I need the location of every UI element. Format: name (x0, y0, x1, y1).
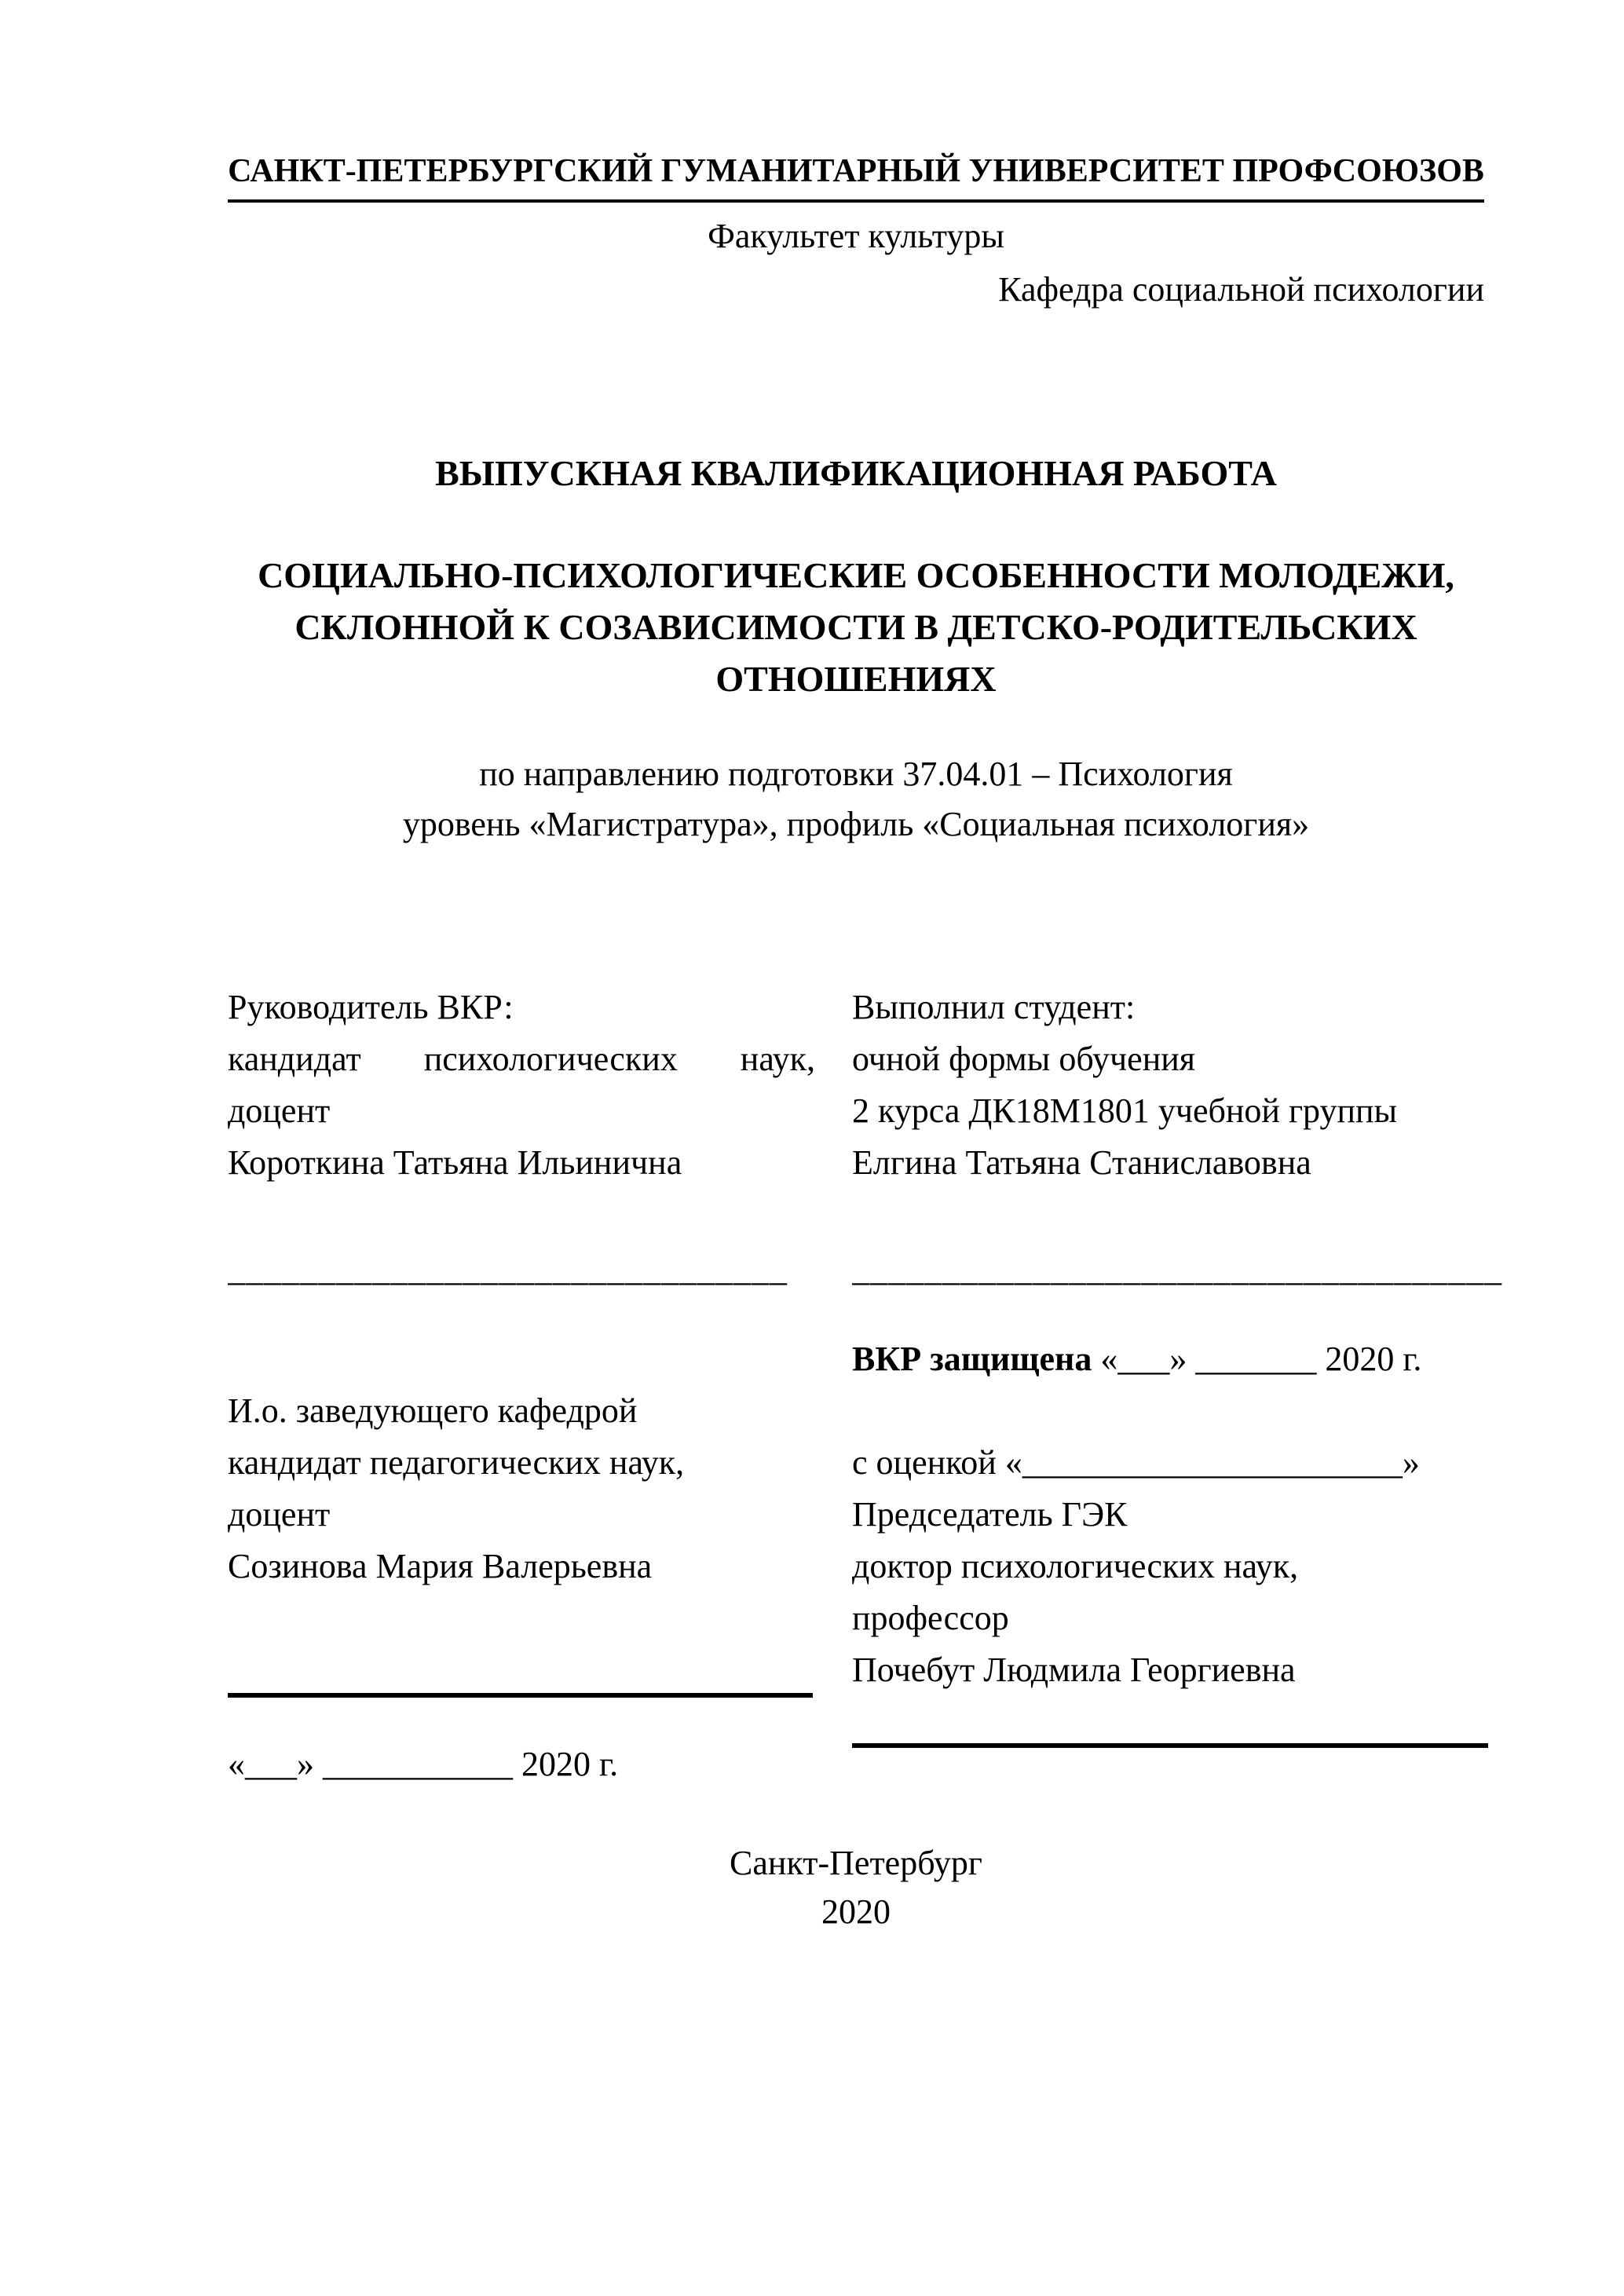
footer-city: Санкт-Петербург (730, 1844, 982, 1882)
defense-status-blank: «___» _______ 2020 г. (1092, 1340, 1422, 1378)
supervisor-signature-line: _______________________________ (228, 1250, 788, 1289)
defense-column (852, 1333, 1488, 1790)
supervisor-role-label: Руководитель ВКР: (228, 988, 514, 1026)
chair-position: профессор (852, 1599, 1009, 1637)
program-direction: по направлению подготовки 37.04.01 – Психология (479, 755, 1233, 793)
department-head-signature-line (228, 1693, 813, 1698)
supervisor-block (228, 982, 815, 1189)
department-head-position: доцент (228, 1495, 331, 1534)
thesis-title (228, 550, 1484, 705)
department-head-degree: кандидат педагогических наук, (228, 1443, 685, 1482)
signature-row (228, 1244, 1502, 1296)
thesis-title-line-2: СКЛОННОЙ К СОЗАВИСИМОСТИ В ДЕТСКО-РОДИТЕЛЬСКИХ (294, 607, 1417, 647)
work-type-heading: ВЫПУСКНАЯ КВАЛИФИКАЦИОННАЯ РАБОТА (435, 453, 1277, 493)
defense-status-line (852, 1333, 1488, 1385)
defense-status-label: ВКР защищена (852, 1340, 1092, 1378)
student-study-form: очной формы обучения (852, 1040, 1196, 1078)
chair-degree: доктор психологических наук, (852, 1547, 1299, 1585)
student-name: Елгина Татьяна Станиславовна (852, 1143, 1311, 1182)
student-group: 2 курса ДК18М1801 учебной группы (852, 1091, 1398, 1130)
footer-year: 2020 (821, 1892, 891, 1931)
department-head-role: И.о. заведующего кафедрой (228, 1391, 638, 1430)
defense-grade-line: с оценкой «______________________» (852, 1443, 1420, 1482)
student-signature-line: ____________________________________ (852, 1250, 1502, 1289)
supervisor-degree: кандидат психологических наук, (228, 1040, 815, 1078)
footer-block (228, 1839, 1484, 1936)
column-gap (815, 1333, 852, 1790)
chair-title: Председатель ГЭК (852, 1495, 1128, 1534)
chair-name: Почебут Людмила Георгиевна (852, 1651, 1296, 1689)
department-head-name: Созинова Мария Валерьевна (228, 1547, 653, 1585)
university-name: САНКТ-ПЕТЕРБУРГСКИЙ ГУМАНИТАРНЫЙ УНИВЕРСИТЕТ ПРОФСОЮЗОВ (228, 151, 1484, 203)
program-level: уровень «Магистратура», профиль «Социальная психология» (402, 805, 1310, 843)
supervisor-name: Короткина Татьяна Ильинична (228, 1143, 682, 1182)
student-block (852, 982, 1484, 1189)
people-row (228, 982, 1484, 1189)
department-head-block (228, 1385, 815, 1592)
program-info (228, 749, 1484, 850)
supervisor-position: доцент (228, 1091, 331, 1130)
chair-signature-line (852, 1743, 1488, 1748)
defense-row (228, 1333, 1484, 1790)
thesis-title-line-3: ОТНОШЕНИЯХ (715, 659, 997, 699)
thesis-title-line-1: СОЦИАЛЬНО-ПСИХОЛОГИЧЕСКИЕ ОСОБЕННОСТИ МОЛОДЕЖИ, (258, 555, 1454, 595)
student-role-label: Выполнил студент: (852, 988, 1136, 1026)
department-head-column (228, 1333, 815, 1790)
faculty-name: Факультет культуры (708, 217, 1004, 255)
department-name: Кафедра социальной психологии (998, 270, 1484, 309)
approval-date-line: «___» ___________ 2020 г. (228, 1745, 619, 1783)
column-gap (815, 1244, 852, 1296)
column-gap (815, 982, 852, 1189)
